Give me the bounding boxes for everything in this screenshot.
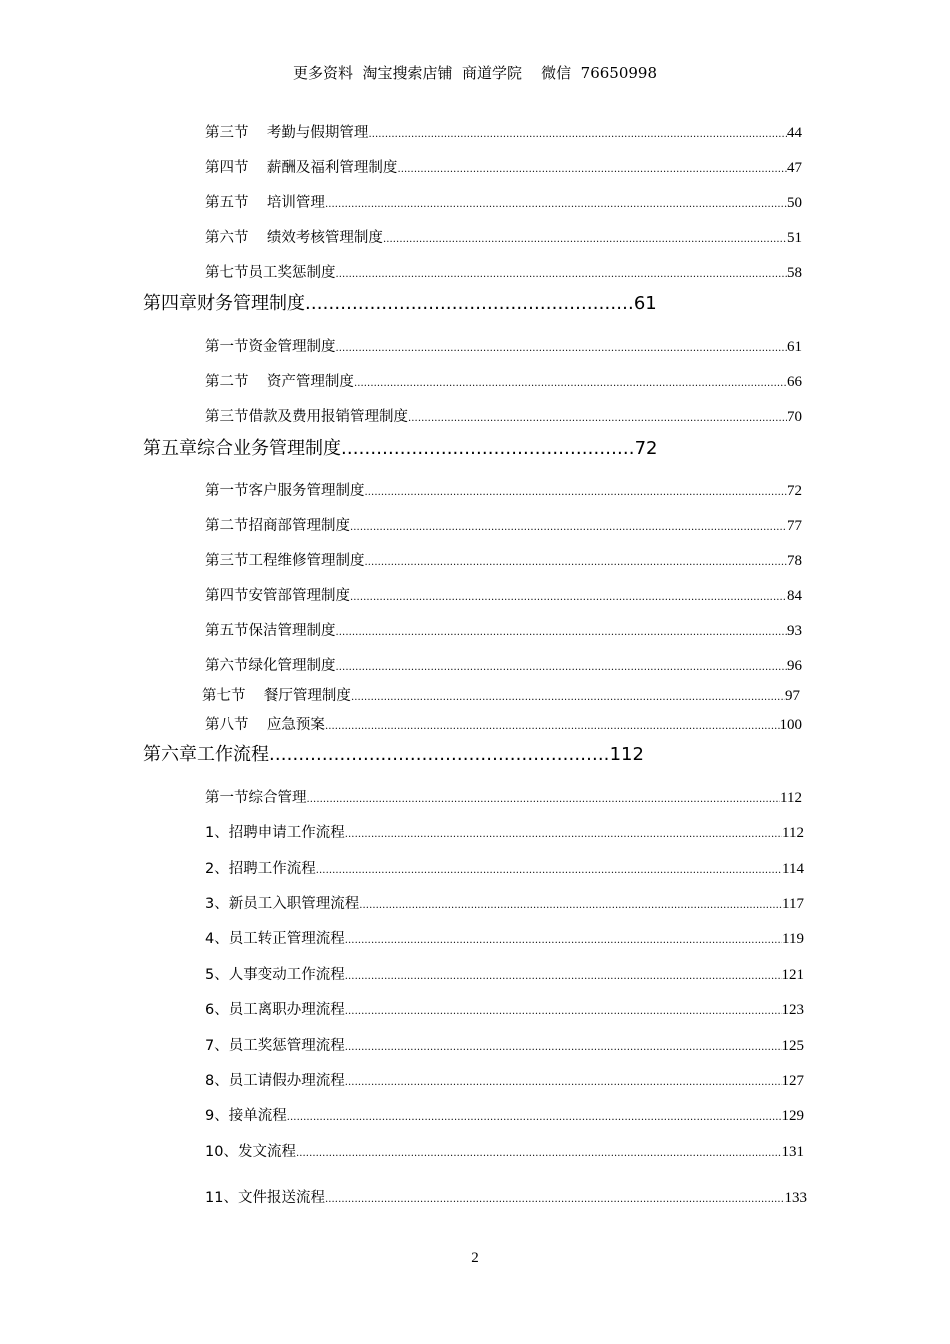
toc-entry[interactable] <box>205 370 802 390</box>
toc-entry-page: 129 <box>781 1108 804 1124</box>
toc-entry-title: 第一节客户服务管理制度 <box>205 483 365 499</box>
toc-entry[interactable] <box>205 121 802 141</box>
dot-leader <box>345 1006 782 1017</box>
toc-entry[interactable] <box>205 821 804 841</box>
toc-entry-title: 第四节 薪酬及福利管理制度 <box>205 160 398 176</box>
toc-entry-page: 112 <box>780 790 802 806</box>
toc-entry-title: 第四节安管部管理制度 <box>205 588 350 604</box>
toc-chapter[interactable] <box>143 740 644 766</box>
toc-entry[interactable] <box>205 156 802 176</box>
toc-entry[interactable] <box>205 226 802 246</box>
dot-leader <box>307 794 781 805</box>
dot-leader <box>336 627 788 638</box>
toc-entry[interactable] <box>205 261 802 281</box>
toc-entry-page: 123 <box>781 1002 804 1018</box>
toc-entry-number: 6 <box>205 1002 215 1018</box>
dot-leader: .................................................. <box>341 438 635 459</box>
toc-entry-title: 第二节 资产管理制度 <box>205 374 354 390</box>
toc-entry[interactable] <box>205 335 802 355</box>
toc-entry[interactable] <box>205 927 804 947</box>
toc-entry-page: 47 <box>787 160 802 176</box>
toc-entry-page: 114 <box>782 861 804 877</box>
toc-entry-page: 100 <box>779 717 802 733</box>
toc-entry-title: 第八节 应急预案 <box>205 717 325 733</box>
toc-entry-page: 117 <box>782 896 804 912</box>
toc-entry[interactable] <box>205 479 802 499</box>
toc-entry-title: 第五节保洁管理制度 <box>205 623 336 639</box>
toc-entry[interactable] <box>205 1034 804 1054</box>
page-number: 2 <box>471 1250 479 1266</box>
toc-entry[interactable] <box>205 549 802 569</box>
toc-entry[interactable] <box>205 584 802 604</box>
toc-entry[interactable] <box>205 1140 804 1160</box>
toc-entry-page: 121 <box>781 967 804 983</box>
toc-entry-page: 44 <box>787 125 802 141</box>
toc-entry[interactable] <box>205 514 802 534</box>
toc-chapter-page: 61 <box>633 293 657 314</box>
dot-leader: .......................................................... <box>269 744 610 765</box>
toc-entry[interactable] <box>205 405 802 425</box>
toc-chapter-page: 72 <box>634 438 658 459</box>
dot-leader <box>368 129 787 140</box>
dot-leader <box>351 692 785 703</box>
toc-entry-number: 5 <box>205 967 215 983</box>
toc-entry-number: 4 <box>205 931 215 947</box>
toc-entry-page: 127 <box>781 1073 804 1089</box>
dot-leader <box>345 1042 782 1053</box>
dot-leader <box>345 971 782 982</box>
toc-chapter-title: 第六章工作流程 <box>143 744 269 765</box>
dot-leader <box>316 865 782 876</box>
toc-entry-title: 、员工转正管理流程 <box>214 931 345 947</box>
toc-entry[interactable] <box>205 963 804 983</box>
toc-entry[interactable] <box>205 619 802 639</box>
toc-chapter-title: 第五章综合业务管理制度 <box>143 438 341 459</box>
dot-leader <box>345 1077 782 1088</box>
toc-entry-page: 96 <box>787 658 802 674</box>
toc-entry-title: 第一节资金管理制度 <box>205 339 336 355</box>
toc-entry[interactable] <box>205 654 802 674</box>
toc-entry-page: 112 <box>782 825 804 841</box>
toc-entry-page: 58 <box>787 265 802 281</box>
dot-leader <box>365 487 788 498</box>
toc-entry-title: 、发文流程 <box>223 1144 296 1160</box>
page-header: 更多资料 淘宝搜索店铺 商道学院 微信 76650998 <box>292 64 658 82</box>
toc-entry-title: 第五节 培训管理 <box>205 195 325 211</box>
dot-leader <box>359 900 782 911</box>
toc-entry-title: 、员工奖惩管理流程 <box>214 1038 345 1054</box>
toc-entry-page: 78 <box>787 553 802 569</box>
toc-entry[interactable] <box>205 1186 807 1206</box>
toc-entry-number: 9 <box>205 1108 215 1124</box>
dot-leader <box>350 522 787 533</box>
toc-entry[interactable] <box>205 191 802 211</box>
toc-entry-page: 70 <box>787 409 802 425</box>
toc-entry-page: 97 <box>785 688 800 704</box>
toc-chapter-page: 112 <box>609 744 644 765</box>
dot-leader <box>383 234 787 245</box>
dot-leader <box>365 557 788 568</box>
toc-entry-page: 77 <box>787 518 802 534</box>
toc-entry-number: 1 <box>205 825 215 841</box>
toc-entry[interactable] <box>205 998 804 1018</box>
toc-entry-page: 93 <box>787 623 802 639</box>
toc-entry[interactable] <box>205 857 804 877</box>
toc-entry-page: 51 <box>787 230 802 246</box>
toc-entry-title: 第一节综合管理 <box>205 790 307 806</box>
dot-leader <box>354 378 787 389</box>
toc-entry-page: 61 <box>787 339 802 355</box>
toc-entry-page: 66 <box>787 374 802 390</box>
dot-leader <box>296 1148 782 1159</box>
dot-leader <box>408 413 787 424</box>
toc-entry[interactable] <box>205 713 802 733</box>
toc-entry[interactable] <box>205 1104 804 1124</box>
toc-entry-page: 119 <box>782 931 804 947</box>
toc-entry[interactable] <box>205 892 804 912</box>
dot-leader <box>325 721 780 732</box>
toc-entry-title: 第三节工程维修管理制度 <box>205 553 365 569</box>
toc-chapter[interactable] <box>143 434 658 460</box>
toc-entry-title: 第六节 绩效考核管理制度 <box>205 230 383 246</box>
toc-entry-title: 、文件报送流程 <box>223 1190 325 1206</box>
toc-entry-title: 第三节 考勤与假期管理 <box>205 125 369 141</box>
dot-leader: ........................................................ <box>305 293 634 314</box>
dot-leader <box>345 935 782 946</box>
dot-leader <box>345 829 782 840</box>
toc-entry-number: 11 <box>205 1190 224 1206</box>
dot-leader <box>325 1194 785 1205</box>
dot-leader <box>336 343 788 354</box>
dot-leader <box>336 662 788 673</box>
toc-chapter[interactable] <box>143 289 657 315</box>
toc-entry-title: 第七节 餐厅管理制度 <box>202 688 351 704</box>
toc-entry-number: 8 <box>205 1073 215 1089</box>
toc-entry-number: 7 <box>205 1038 215 1054</box>
toc-entry-page: 50 <box>787 195 802 211</box>
toc-entry[interactable] <box>202 684 800 704</box>
toc-chapter-title: 第四章财务管理制度 <box>143 293 305 314</box>
toc-entry[interactable] <box>205 1069 804 1089</box>
toc-entry-title: 、接单流程 <box>214 1108 287 1124</box>
toc-entry-page: 84 <box>787 588 802 604</box>
dot-leader <box>350 592 787 603</box>
toc-entry-title: 、招聘工作流程 <box>214 861 316 877</box>
toc-entry-title: 第二节招商部管理制度 <box>205 518 350 534</box>
toc-entry-title: 、员工请假办理流程 <box>214 1073 345 1089</box>
toc-entry-title: 、新员工入职管理流程 <box>214 896 360 912</box>
toc-entry-title: 第六节绿化管理制度 <box>205 658 336 674</box>
toc-entry-number: 2 <box>205 861 215 877</box>
toc-entry[interactable] <box>205 786 802 806</box>
toc-entry-title: 、招聘申请工作流程 <box>214 825 345 841</box>
toc-entry-page: 125 <box>781 1038 804 1054</box>
dot-leader <box>325 199 787 210</box>
toc-entry-page: 131 <box>781 1144 804 1160</box>
toc-entry-number: 10 <box>205 1144 224 1160</box>
dot-leader <box>287 1112 782 1123</box>
toc-entry-title: 、员工离职办理流程 <box>214 1002 345 1018</box>
dot-leader <box>336 269 788 280</box>
toc-entry-title: 、人事变动工作流程 <box>214 967 345 983</box>
toc-entry-number: 3 <box>205 896 215 912</box>
toc-entry-page: 72 <box>787 483 802 499</box>
dot-leader <box>397 164 787 175</box>
toc-entry-title: 第七节员工奖惩制度 <box>205 265 336 281</box>
toc-entry-title: 第三节借款及费用报销管理制度 <box>205 409 408 425</box>
toc-entry-page: 133 <box>784 1190 807 1206</box>
